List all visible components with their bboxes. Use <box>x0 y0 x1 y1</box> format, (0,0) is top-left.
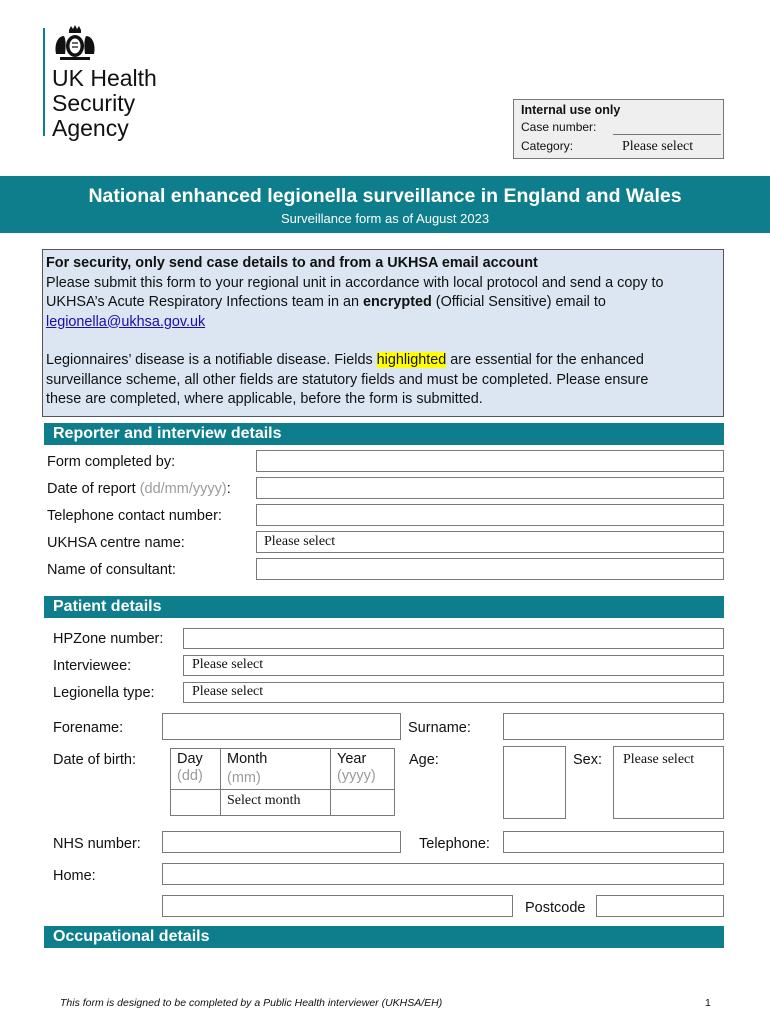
highlight-word: highlighted <box>376 352 447 368</box>
age-input[interactable] <box>503 746 566 819</box>
dob-divider <box>170 789 395 790</box>
postcode-label: Postcode <box>525 900 586 916</box>
dob-month-label: Month <box>227 751 268 767</box>
royal-crest-icon <box>52 24 98 64</box>
agency-name-line: UK Health <box>52 65 157 91</box>
dob-year-label: Year <box>337 751 367 767</box>
notice-text: (Official Sensitive) email to <box>431 294 606 310</box>
dob-year-hint: (yyyy) <box>337 768 376 784</box>
dob-day-label: Day <box>177 751 203 767</box>
label-text: Date of report <box>47 481 140 497</box>
nhs-number-label: NHS number: <box>53 836 141 852</box>
telephone-label: Telephone: <box>419 836 490 852</box>
agency-name <box>52 66 157 141</box>
forename-input[interactable] <box>162 713 401 740</box>
form-completed-by-label: Form completed by: <box>47 454 176 470</box>
interviewee-label: Interviewee: <box>53 658 132 674</box>
hpzone-label: HPZone number: <box>53 631 164 647</box>
home-label: Home: <box>53 868 96 884</box>
category-label: Category: <box>521 139 574 153</box>
encrypted-text: encrypted <box>363 294 432 310</box>
dob-day-hint: (dd) <box>177 768 203 784</box>
notice-line: these are completed, where applicable, before the form is submitted. <box>46 391 483 407</box>
page-number: 1 <box>705 997 711 1009</box>
hpzone-input[interactable] <box>183 628 724 649</box>
telephone-input[interactable] <box>503 831 724 853</box>
occupational-section-header: Occupational details <box>44 926 724 948</box>
date-format-hint: (dd/mm/yyyy) <box>139 481 227 497</box>
reporter-section-header: Reporter and interview details <box>44 423 724 445</box>
nhs-number-input[interactable] <box>162 831 401 853</box>
form-subtitle: Surveillance form as of August 2023 <box>280 211 490 226</box>
notice-line <box>46 351 720 371</box>
internal-use-panel <box>513 99 724 159</box>
internal-use-title: Internal use only <box>521 103 621 117</box>
interviewee-select[interactable]: Please select <box>183 655 724 676</box>
security-notice <box>42 249 724 417</box>
date-of-report-input[interactable] <box>256 477 724 499</box>
notice-line: Please submit this form to your regional unit in accordance with local protocol and send a copy to <box>46 274 664 291</box>
notice-heading: For security, only send case details to and from a UKHSA email account <box>46 255 538 271</box>
forename-label: Forename: <box>53 720 124 736</box>
agency-name-line: Security <box>52 90 136 116</box>
date-of-report-label <box>47 481 231 497</box>
case-number-input[interactable] <box>613 119 721 135</box>
centre-name-label: UKHSA centre name: <box>47 535 185 551</box>
postcode-input[interactable] <box>596 895 724 917</box>
logo-rule <box>43 28 45 136</box>
telephone-contact-label: Telephone contact number: <box>47 508 222 524</box>
footer-note: This form is designed to be completed by a Public Health interviewer (UKHSA/EH) <box>60 997 443 1009</box>
consultant-input[interactable] <box>256 558 724 580</box>
consultant-label: Name of consultant: <box>47 562 176 578</box>
label-colon: : <box>226 481 231 497</box>
dob-label: Date of birth: <box>53 752 137 768</box>
centre-name-select[interactable]: Please select <box>256 531 724 553</box>
legionella-type-label: Legionella type: <box>53 685 155 701</box>
patient-section-header: Patient details <box>44 596 724 618</box>
telephone-contact-input[interactable] <box>256 504 724 526</box>
email-link[interactable]: legionella@ukhsa.gov.uk <box>46 313 206 330</box>
notice-line: surveillance scheme, all other fields are statutory fields and must be completed. Please ensure <box>46 371 649 388</box>
home-address-line2-input[interactable] <box>162 895 513 917</box>
age-label: Age: <box>409 752 439 768</box>
surname-input[interactable] <box>503 713 724 740</box>
dob-month-select[interactable]: Select month <box>227 793 301 808</box>
notice-line <box>46 293 720 313</box>
case-number-label: Case number: <box>521 120 597 134</box>
notice-text: Legionnaires’ disease is a notifiable disease. Fields <box>46 352 377 368</box>
agency-name-line: Agency <box>52 115 129 141</box>
title-banner <box>0 176 770 233</box>
category-select[interactable]: Please select <box>622 139 694 154</box>
surname-label: Surname: <box>408 720 471 736</box>
home-address-input[interactable] <box>162 863 724 885</box>
form-completed-by-input[interactable] <box>256 450 724 472</box>
form-title: National enhanced legionella surveillance in England and Wales <box>88 185 682 207</box>
legionella-type-select[interactable]: Please select <box>183 682 724 703</box>
notice-text: UKHSA’s Acute Respiratory Infections team in an <box>46 294 364 310</box>
notice-text: are essential for the enhanced <box>446 352 644 368</box>
sex-label: Sex: <box>573 752 603 768</box>
sex-select[interactable]: Please select <box>613 746 724 819</box>
dob-month-hint: (mm) <box>227 770 261 786</box>
